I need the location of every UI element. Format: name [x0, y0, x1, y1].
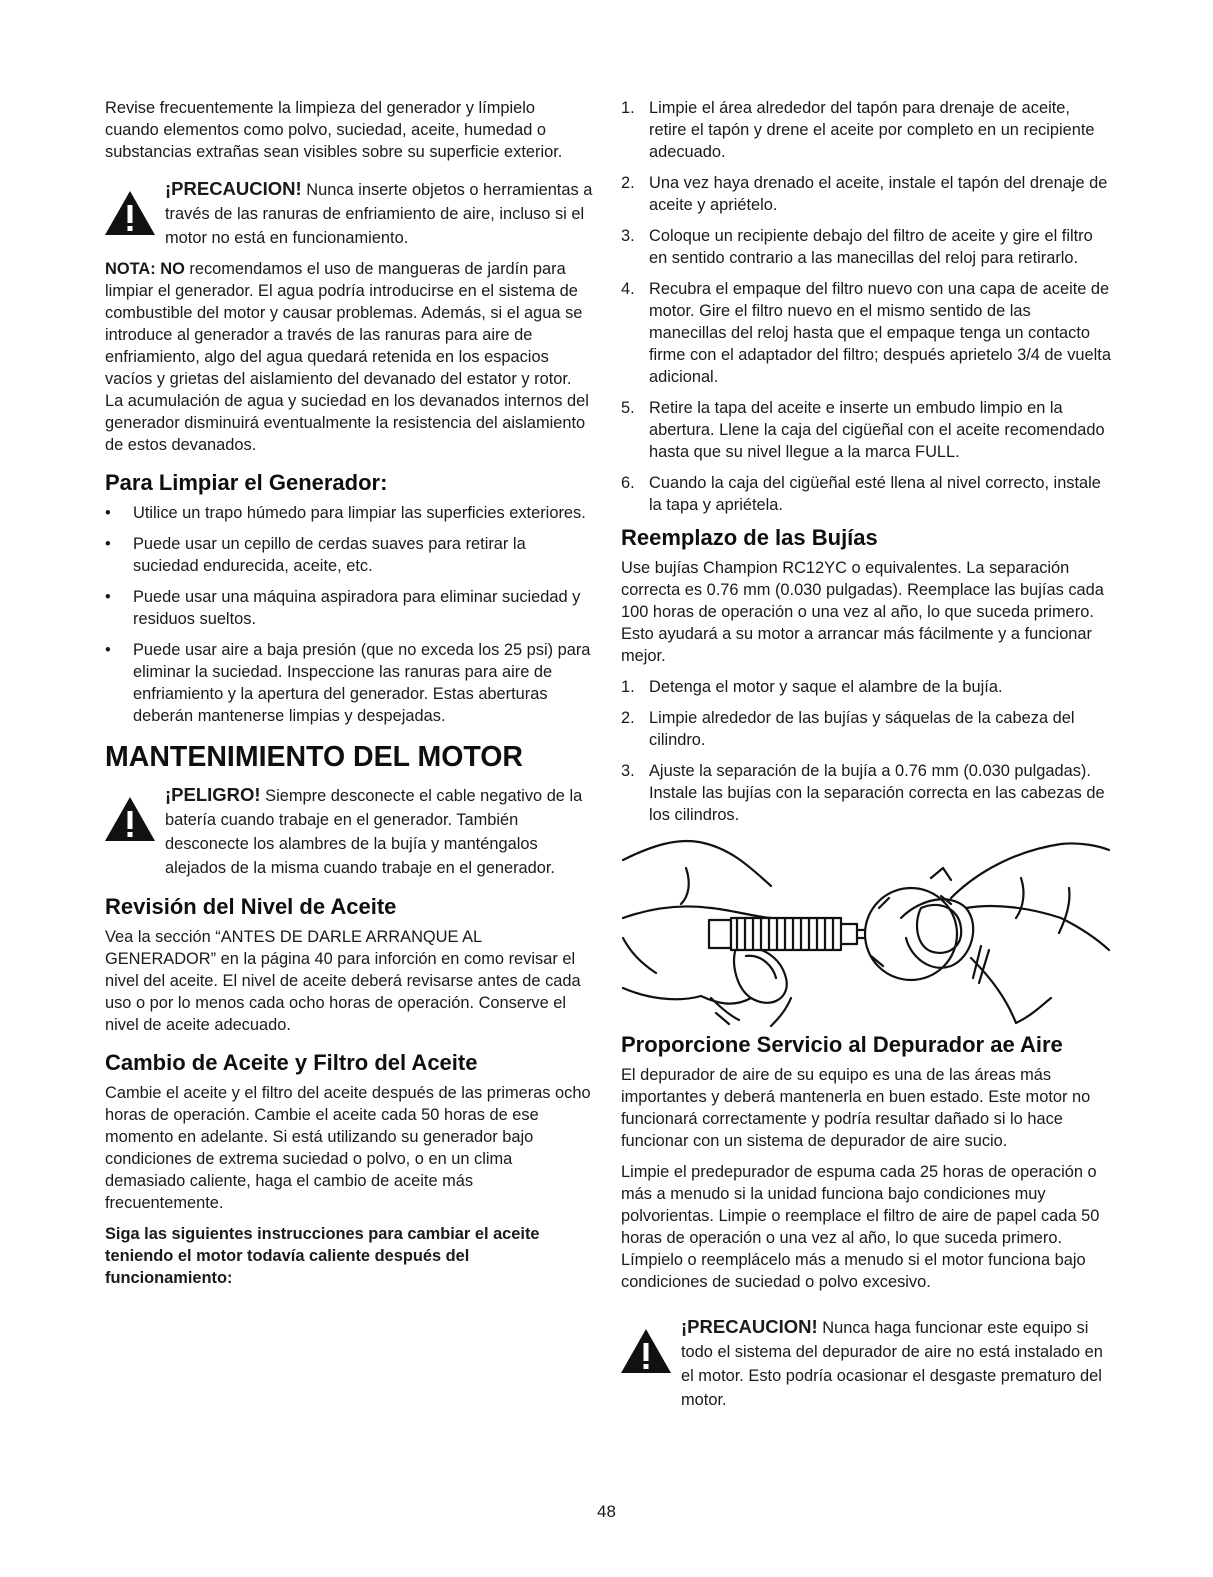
- clean-generator-heading: Para Limpiar el Generador:: [105, 470, 388, 495]
- caution-label: ¡PRECAUCION!: [165, 178, 302, 199]
- spark-plug-steps: [621, 676, 1111, 826]
- list-item: 5. Retire la tapa del aceite e inserte un embudo limpio en la abertura. Llene la caja del cigüeñal con el aceite recomendado hasta que su nivel llegue a la marca FULL.: [621, 399, 1105, 461]
- right-column: [621, 97, 1111, 1420]
- caution-label: ¡PRECAUCION!: [681, 1316, 818, 1337]
- list-item: 6. Cuando la caja del cigüeñal esté llena al nivel correcto, instale la tapa y apriétela.: [621, 474, 1101, 514]
- spark-plug-gap-illustration: [621, 838, 1111, 1028]
- caution-text: Nunca inserte objetos o herramientas a través de las ranuras de enfriamiento de aire, incluso si el motor no está en funcionamiento.: [165, 181, 593, 247]
- nota-paragraph: [105, 258, 593, 456]
- air-cleaner-heading: Proporcione Servicio al Depurador ae Aire: [621, 1032, 1063, 1057]
- list-item: 3. Coloque un recipiente debajo del filtro de aceite y gire el filtro en sentido contrario a las manecillas del reloj para retirarlo.: [621, 227, 1093, 267]
- spark-plug-paragraph: Use bujías Champion RC12YC o equivalentes. La separación correcta es 0.76 mm (0.030 pulgadas). Reemplace las bujías cada 100 horas de operación o una vez al año, lo que suceda primero. Esto ayudará a su motor a arrancar más fácilmente y a funcionar mejor.: [621, 559, 1104, 665]
- list-item: 1. Limpie el área alrededor del tapón para drenaje de aceite, retire el tapón y drene el aceite por completo en un recipiente adecuado.: [621, 99, 1095, 161]
- air-cleaner-paragraph-2: Limpie el predepurador de espuma cada 25 horas de operación o más a menudo si la unidad funciona bajo condiciones muy polvorientas. Limpie o reemplace el filtro de aire de papel cada 50 horas de operación o una vez al año, lo que suceda primero. Límpielo o reemplácelo más a menudo si el motor funciona bajo condiciones de suciedad o polvo excesivo.: [621, 1163, 1100, 1291]
- danger-notice: [105, 783, 593, 880]
- danger-text: Siempre desconecte el cable negativo de la batería cuando trabaje en el generador. También desconecte los alambres de la bujía y manténgalos alejados de la misma cuando trabaje en el generador.: [165, 787, 583, 877]
- list-item: • Puede usar aire a baja presión (que no exceda los 25 psi) para eliminar la suciedad. Inspeccione las ranuras para aire de enfriamiento y la apertura del generador. Estas aberturas deberán mantenerse limpias y despejadas.: [105, 641, 591, 725]
- page-number: 48: [597, 1502, 616, 1521]
- warning-triangle-icon: [621, 1329, 671, 1373]
- intro-paragraph: Revise frecuentemente la limpieza del generador y límpielo cuando elementos como polvo, suciedad, aceite, humedad o substancias extrañas sean visibles sobre su superficie exterior.: [105, 99, 563, 161]
- list-item: • Puede usar un cepillo de cerdas suaves para retirar la suciedad endurecida, aceite, etc.: [105, 535, 526, 575]
- spark-plug-heading: Reemplazo de las Bujías: [621, 525, 878, 550]
- oil-level-paragraph: Vea la sección “ANTES DE DARLE ARRANQUE AL GENERADOR” en la página 40 para inforción en como revisar el nivel del aceite. El nivel de aceite deberá revisarse antes de cada uso o por lo menos cada ocho horas de operación. Conserve el nivel de aceite adecuado.: [105, 928, 581, 1034]
- section-title: MANTENIMIENTO DEL MOTOR: [105, 741, 524, 773]
- list-item: 1. Detenga el motor y saque el alambre de la bujía.: [621, 678, 1003, 696]
- list-item: 3. Ajuste la separación de la bujía a 0.76 mm (0.030 pulgadas). Instale las bujías con la separación correcta en las cabezas de los cilindros.: [621, 762, 1105, 824]
- nota-text: recomendamos el uso de mangueras de jardín para limpiar el generador. El agua podría introducirse en el sistema de combustible del motor y causar problemas. Además, si el agua se introduce al generador a través de las ranuras para aire de enfriamiento, algo del agua quedará retenida en los espacios vacíos y grietas del aislamiento del devanado del estator y rotor. La acumulación de agua y suciedad en los devanados internos del generador disminuirá eventualmente la resistencia del aislamiento de estos devanados.: [105, 260, 589, 454]
- oil-change-paragraph: Cambie el aceite y el filtro del aceite después de las primeras ocho horas de operación. Cambie el aceite cada 50 horas de ese momento en adelante. Si está utilizando su generador bajo condiciones de extrema suciedad o polvo, o en un clima demasiado caliente, haga el cambio de aceite más frecuentemente.: [105, 1084, 591, 1212]
- caution-notice: [105, 177, 593, 250]
- oil-change-heading: Cambio de Aceite y Filtro del Aceite: [105, 1050, 478, 1075]
- warning-triangle-icon: [105, 797, 155, 841]
- clean-list: [105, 502, 593, 727]
- caution-notice-air: [621, 1315, 1111, 1412]
- danger-label: ¡PELIGRO!: [165, 784, 261, 805]
- warning-triangle-icon: [105, 191, 155, 235]
- list-item: • Utilice un trapo húmedo para limpiar las superficies exteriores.: [105, 504, 586, 522]
- nota-label: NOTA: NO: [105, 260, 185, 278]
- list-item: • Puede usar una máquina aspiradora para eliminar suciedad y residuos sueltos.: [105, 588, 581, 628]
- oil-change-steps: [621, 97, 1111, 516]
- list-item: 2. Limpie alrededor de las bujías y sáquelas de la cabeza del cilindro.: [621, 709, 1075, 749]
- oil-change-instructions: Siga las siguientes instrucciones para cambiar el aceite teniendo el motor todavía caliente después del funcionamiento:: [105, 1225, 540, 1287]
- list-item: 2. Una vez haya drenado el aceite, instale el tapón del drenaje de aceite y apriételo.: [621, 174, 1108, 214]
- list-item: 4. Recubra el empaque del filtro nuevo con una capa de aceite de motor. Gire el filtro nuevo en el mismo sentido de las manecillas del reloj hasta que el empaque tenga un contacto firme con el adaptador del filtro; después aprietelo 3/4 de vuelta adicional.: [621, 280, 1111, 386]
- caution-text: Nunca haga funcionar este equipo si todo el sistema del depurador de aire no está instalado en el motor. Esto podría ocasionar el desgaste prematuro del motor.: [681, 1319, 1103, 1409]
- oil-level-heading: Revisión del Nivel de Aceite: [105, 894, 397, 919]
- air-cleaner-paragraph-1: El depurador de aire de su equipo es una de las áreas más importantes y deberá mantenerla en buen estado. Este motor no funcionará correctamente y podría resultar dañado si lo hace funcionar con un sistema de depurador de aire sucio.: [621, 1066, 1091, 1150]
- left-column: [105, 97, 593, 1289]
